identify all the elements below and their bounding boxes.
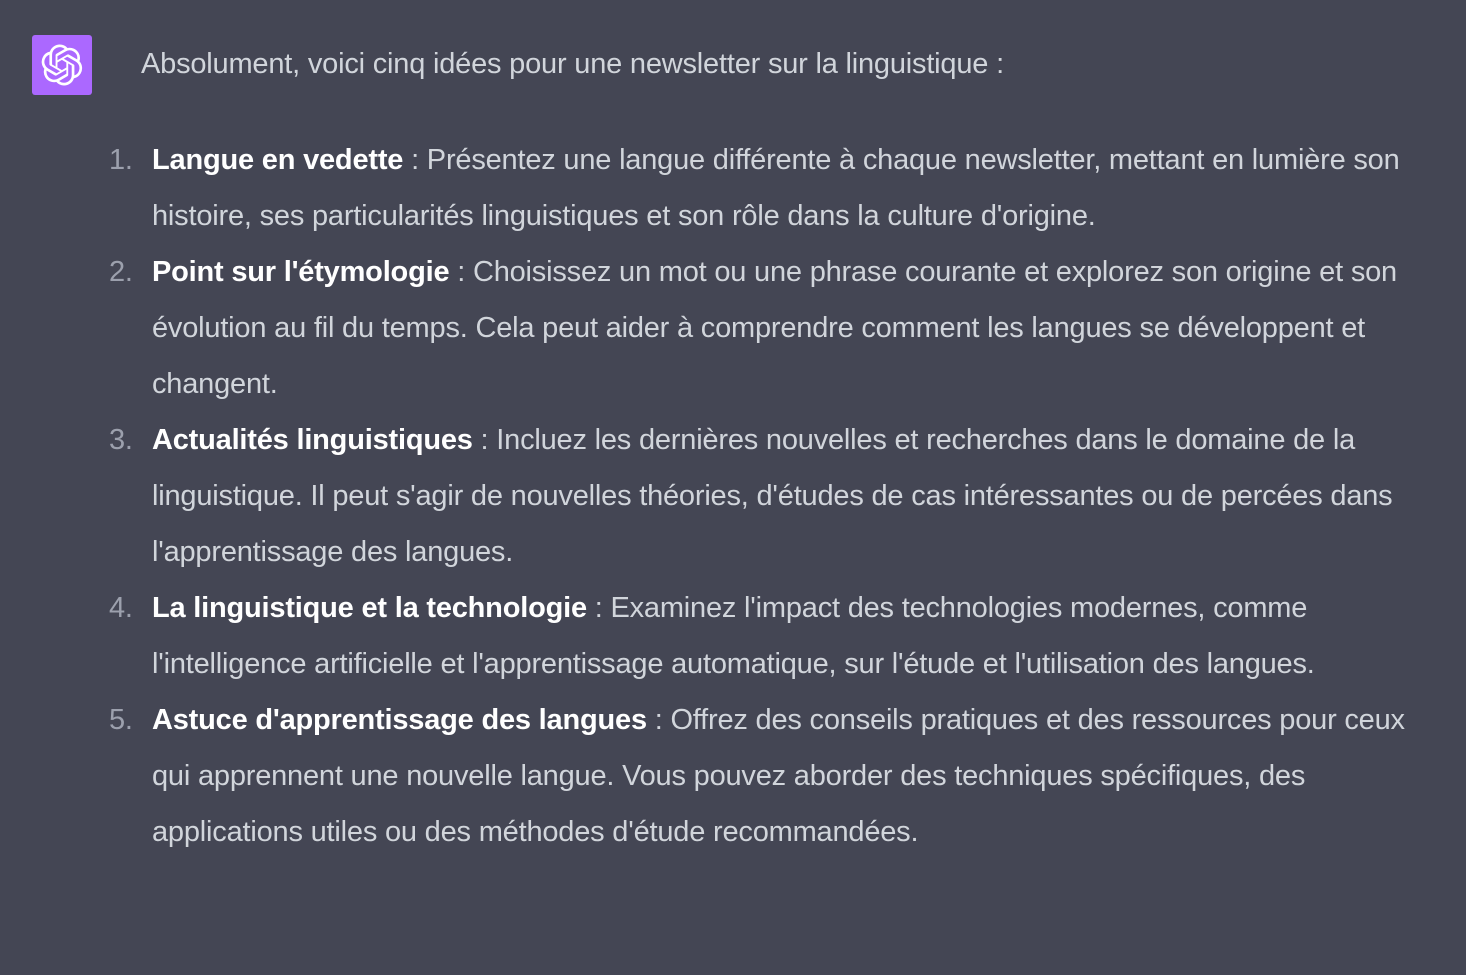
list-number: 5. bbox=[109, 704, 133, 736]
idea-text: Incluez les dernières nouvelles et recherches dans le domaine de la linguistique. Il peut s'agir de nouvelles théories, d'études de cas intéressantes ou de percées dans l'apprentissage des langues. bbox=[152, 424, 1393, 568]
idea-title: Langue en vedette bbox=[152, 144, 404, 176]
list-item bbox=[109, 132, 1446, 244]
assistant-avatar bbox=[32, 35, 92, 95]
idea-text: Examinez l'impact des technologies modernes, comme l'intelligence artificielle et l'apprentissage automatique, sur l'étude et l'utilisation des langues. bbox=[152, 592, 1315, 680]
idea-separator: : bbox=[449, 256, 473, 288]
idea-separator: : bbox=[586, 592, 611, 624]
list-item bbox=[109, 692, 1446, 860]
idea-title: La linguistique et la technologie bbox=[152, 592, 587, 624]
list-number: 3. bbox=[109, 424, 133, 456]
idea-text: Présentez une langue différente à chaque newsletter, mettant en lumière son histoire, ses particularités linguistiques et son rôle dans la culture d'origine. bbox=[152, 144, 1400, 232]
idea-title: Astuce d'apprentissage des langues bbox=[152, 704, 647, 736]
list-number: 2. bbox=[109, 256, 133, 288]
list-item bbox=[109, 244, 1446, 412]
idea-title: Actualités linguistiques bbox=[152, 424, 473, 456]
idea-title: Point sur l'étymologie bbox=[152, 256, 450, 288]
list-item bbox=[109, 412, 1446, 580]
idea-separator: : bbox=[403, 144, 427, 176]
idea-separator: : bbox=[646, 704, 671, 736]
list-number: 4. bbox=[109, 592, 133, 624]
idea-text: Offrez des conseils pratiques et des ressources pour ceux qui apprennent une nouvelle langue. Vous pouvez aborder des techniques spécifiques, des applications utiles ou des méthodes d'étude recommandées. bbox=[152, 704, 1405, 848]
ideas-list bbox=[109, 132, 1446, 860]
message-content bbox=[109, 36, 1446, 860]
list-item bbox=[109, 580, 1446, 692]
idea-text: Choisissez un mot ou une phrase courante et explorez son origine et son évolution au fil du temps. Cela peut aider à comprendre comment les langues se développent et changent. bbox=[152, 256, 1397, 400]
idea-separator: : bbox=[472, 424, 497, 456]
list-number: 1. bbox=[109, 144, 133, 176]
openai-logo-icon bbox=[41, 44, 83, 86]
intro-text: Absolument, voici cinq idées pour une newsletter sur la linguistique : bbox=[141, 48, 1004, 80]
